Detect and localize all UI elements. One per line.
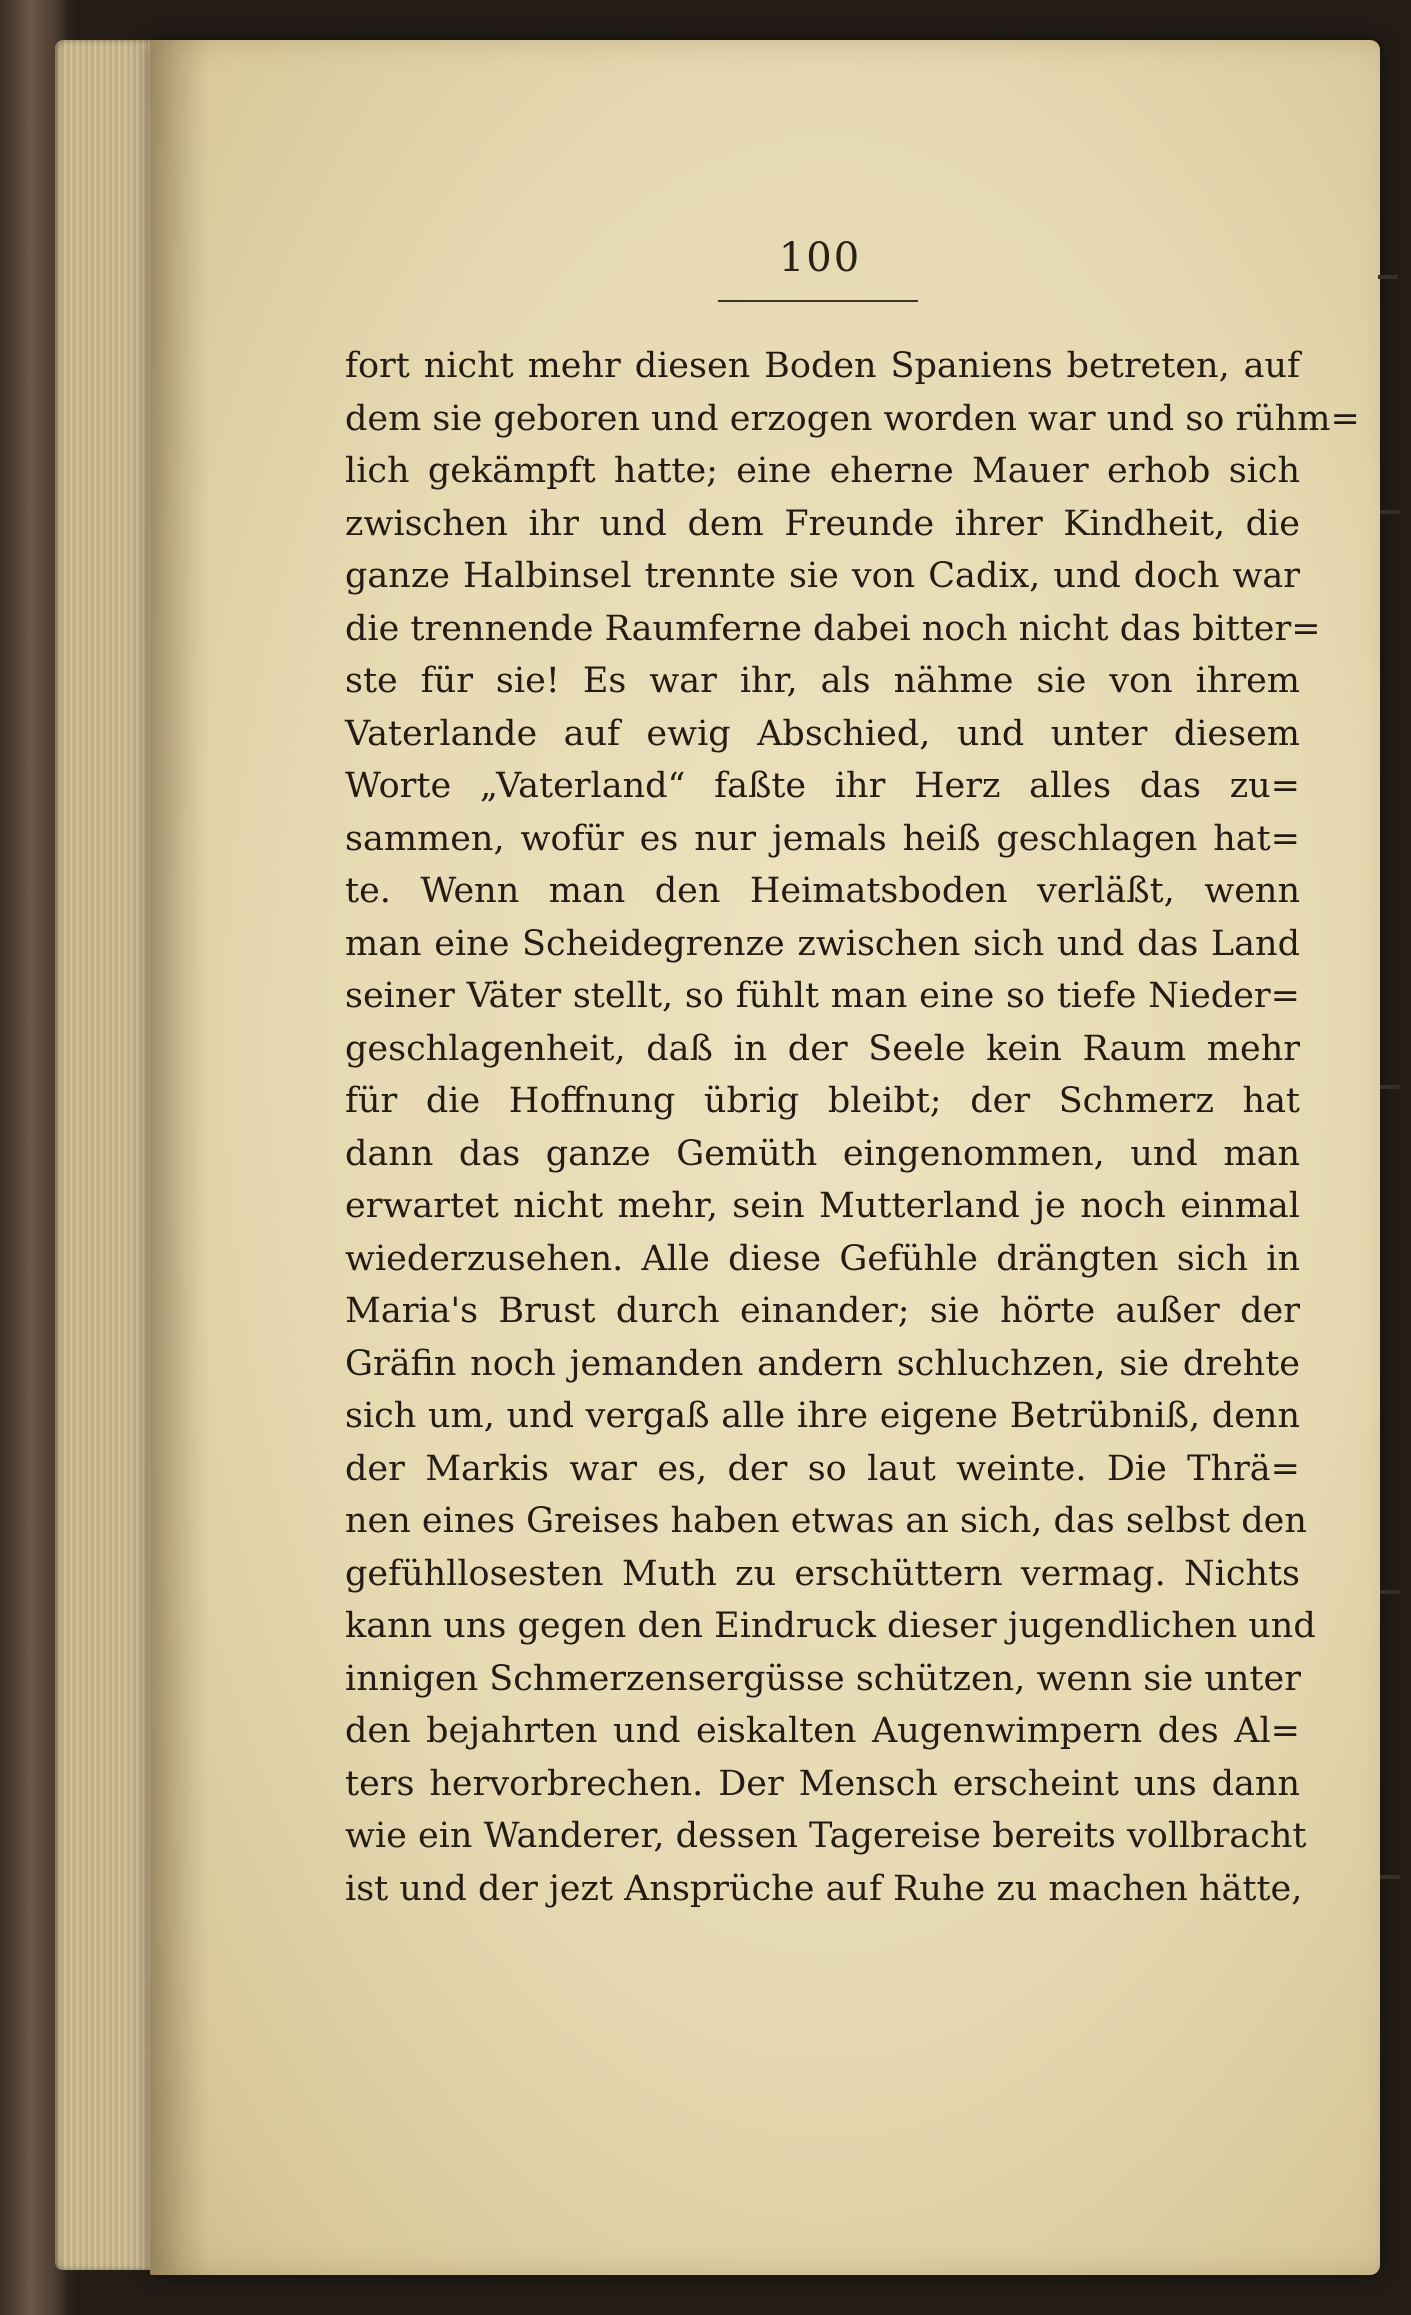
text-line: Gräfin noch jemanden andern schluchzen, sie drehte [345,1343,1300,1384]
margin-tick [1380,1590,1400,1594]
text-line: erwartet nicht mehr, sein Mutterland je noch einmal [345,1186,1300,1226]
text-line: ters hervorbrechen. Der Mensch erscheint uns dann [345,1763,1300,1804]
text-line: wiederzusehen. Alle diese Gefühle drängten sich in [345,1238,1300,1279]
header-rule [718,300,918,302]
text-line: innigen Schmerzensergüsse schützen, wenn sie unter [345,1658,1301,1699]
text-line: geschlagenheit, daß in der Seele kein Raum mehr [345,1028,1300,1069]
text-line: sich um, und vergaß alle ihre eigene Betrübniß, denn [345,1396,1300,1436]
margin-tick [1380,510,1400,514]
text-line: dem sie geboren und erzogen worden war und so rühm= [345,398,1360,439]
text-line: zwischen ihr und dem Freunde ihrer Kindheit, die [345,503,1300,544]
text-line: den bejahrten und eiskalten Augenwimpern des Al= [345,1711,1300,1751]
text-line: lich gekämpft hatte; eine eherne Mauer erhob sich [345,451,1300,491]
text-line: fort nicht mehr diesen Boden Spaniens betreten, auf [345,346,1300,386]
page-number: 100 [778,235,862,281]
text-line: dann das ganze Gemüth eingenommen, und man [345,1133,1300,1174]
text-line: Worte „Vaterland“ faßte ihr Herz alles das zu= [345,766,1300,806]
margin-tick [1380,1875,1400,1879]
text-line: der Markis war es, der so laut weinte. Die Thrä= [345,1448,1300,1489]
text-line: kann uns gegen den Eindruck dieser jugendlichen und [345,1606,1316,1646]
text-line: Maria's Brust durch einander; sie hörte außer der [345,1291,1300,1331]
text-line: für die Hoffnung übrig bleibt; der Schmerz hat [345,1081,1300,1121]
body-text [345,340,1360,1915]
text-line: te. Wenn man den Heimatsboden verläßt, wenn [345,871,1300,911]
margin-tick [1378,275,1398,279]
text-line: wie ein Wanderer, dessen Tagereise bereits vollbracht [345,1816,1307,1856]
text-line: gefühllosesten Muth zu erschüttern vermag. Nichts [345,1553,1300,1594]
text-line: ste für sie! Es war ihr, als nähme sie von ihrem [345,661,1300,701]
text-line: die trennende Raumferne dabei noch nicht das bitter= [345,608,1321,649]
text-line: man eine Scheidegrenze zwischen sich und das Land [345,923,1300,964]
text-line: nen eines Greises haben etwas an sich, das selbst den [345,1501,1307,1541]
text-line: sammen, wofür es nur jemals heiß geschlagen hat= [345,818,1300,859]
margin-tick [1380,1085,1400,1089]
text-line: seiner Väter stellt, so fühlt man eine so tiefe Nieder= [345,976,1300,1016]
text-line: ist und der jezt Ansprüche auf Ruhe zu machen hätte, [345,1868,1303,1909]
text-line: ganze Halbinsel trennte sie von Cadix, und doch war [345,556,1300,596]
text-line: Vaterlande auf ewig Abschied, und unter diesem [345,713,1300,754]
